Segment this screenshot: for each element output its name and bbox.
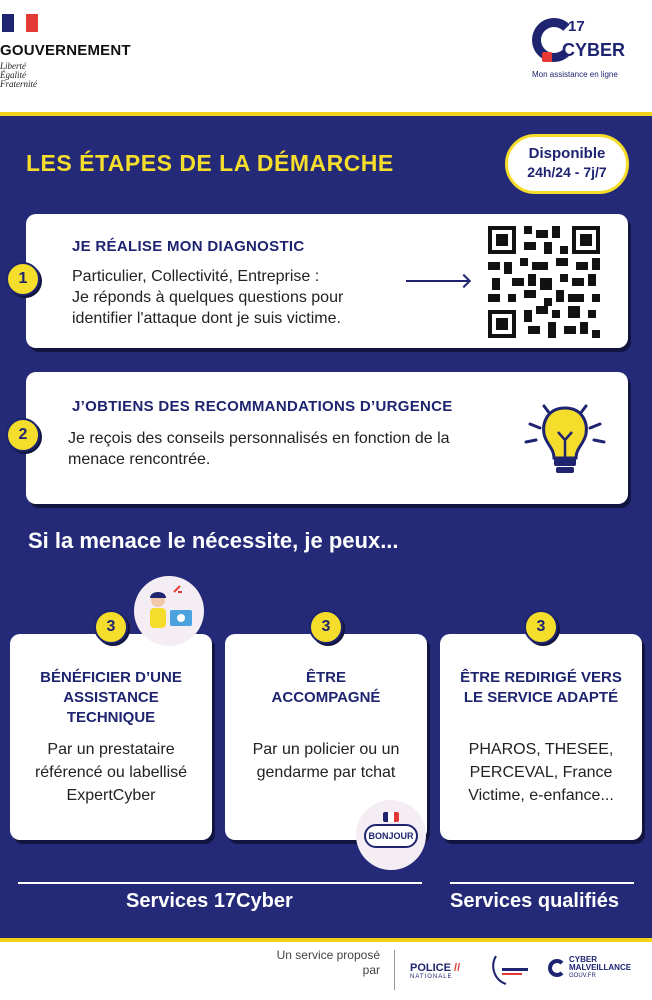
service-title: ÊTRE REDIRIGÉ VERS LE SERVICE ADAPTÉ bbox=[460, 669, 622, 706]
cyber-logo-number: 17 bbox=[568, 18, 585, 35]
step-number-badge: 2 bbox=[6, 418, 40, 452]
page-title: LES ÉTAPES DE LA DÉMARCHE bbox=[26, 150, 394, 176]
step-card-recommandations bbox=[26, 372, 628, 504]
availability-label: Disponible bbox=[528, 145, 606, 162]
government-name: GOUVERNEMENT bbox=[0, 42, 131, 59]
step-title: J’OBTIENS DES RECOMMANDATIONS D’URGENCE bbox=[72, 398, 453, 415]
label-services-17cyber: Services 17Cyber bbox=[126, 890, 293, 912]
header bbox=[0, 0, 652, 112]
qr-code-icon[interactable] bbox=[488, 226, 600, 338]
service-title: BÉNÉFICIER D’UNE ASSISTANCE TECHNIQUE bbox=[40, 669, 182, 726]
service-text: Par un policier ou un gendarme par tchat bbox=[252, 741, 400, 781]
gendarmerie-logo-icon bbox=[490, 952, 534, 988]
cyber-puzzle-icon bbox=[542, 52, 552, 62]
service-title: ÊTRE ACCOMPAGNÉ bbox=[271, 669, 381, 706]
service-number-badge: 3 bbox=[524, 610, 558, 644]
bonjour-chat-bubble-icon bbox=[356, 800, 426, 870]
section-subtitle: Si la menace le nécessite, je peux... bbox=[28, 528, 399, 553]
divider-17cyber bbox=[18, 882, 422, 884]
police-nationale-logo: POLICE // bbox=[410, 962, 461, 974]
light-bulb-icon bbox=[520, 394, 610, 484]
step-title: JE RÉALISE MON DIAGNOSTIC bbox=[72, 238, 305, 255]
cybermalveillance-logo: CYBER MALVEILLANCE GOUV.FR bbox=[548, 956, 631, 980]
label-services-qualifies: Services qualifiés bbox=[450, 890, 619, 912]
service-card-assistance-technique bbox=[10, 634, 212, 840]
service-number-badge: 3 bbox=[94, 610, 128, 644]
divider-qualifies bbox=[450, 882, 634, 884]
service-text: PHAROS, THESEE, PERCEVAL, France Victime, e-enfance... bbox=[468, 741, 614, 804]
service-card-redirige bbox=[440, 634, 642, 840]
step-text: Particulier, Collectivité, Entreprise : Je réponds à quelques questions pour identifier l'attaque dont je suis victime. bbox=[72, 268, 344, 327]
police-nationale-subtitle: NATIONALE bbox=[410, 974, 453, 980]
footer bbox=[0, 942, 652, 1000]
arrow-right-icon bbox=[406, 280, 468, 282]
bonjour-bubble: BONJOUR bbox=[364, 824, 418, 848]
cyber-logo-word: CYBER bbox=[562, 40, 626, 60]
step-number-badge: 1 bbox=[6, 262, 40, 296]
availability-badge bbox=[505, 134, 629, 194]
17cyber-logo bbox=[528, 14, 638, 84]
french-flag-icon bbox=[2, 14, 38, 32]
service-text: Par un prestataire référencé ou labellisé ExpertCyber bbox=[34, 741, 188, 804]
main-panel bbox=[0, 116, 652, 938]
cybermalveillance-c-icon bbox=[548, 959, 566, 977]
cyber-logo-tagline: Mon assistance en ligne bbox=[532, 70, 618, 79]
step-text: Je reçois des conseils personnalisés en fonction de la menace rencontrée. bbox=[68, 430, 450, 468]
footer-note: Un service proposé par bbox=[276, 948, 380, 977]
footer-separator bbox=[394, 950, 395, 990]
government-motto: Liberté Égalité Fraternité bbox=[0, 61, 37, 89]
technician-illustration-icon bbox=[134, 576, 204, 646]
step-card-diagnostic bbox=[26, 214, 628, 348]
availability-hours: 24h/24 - 7j/7 bbox=[527, 164, 607, 180]
french-flag-icon bbox=[383, 812, 399, 822]
service-number-badge: 3 bbox=[309, 610, 343, 644]
